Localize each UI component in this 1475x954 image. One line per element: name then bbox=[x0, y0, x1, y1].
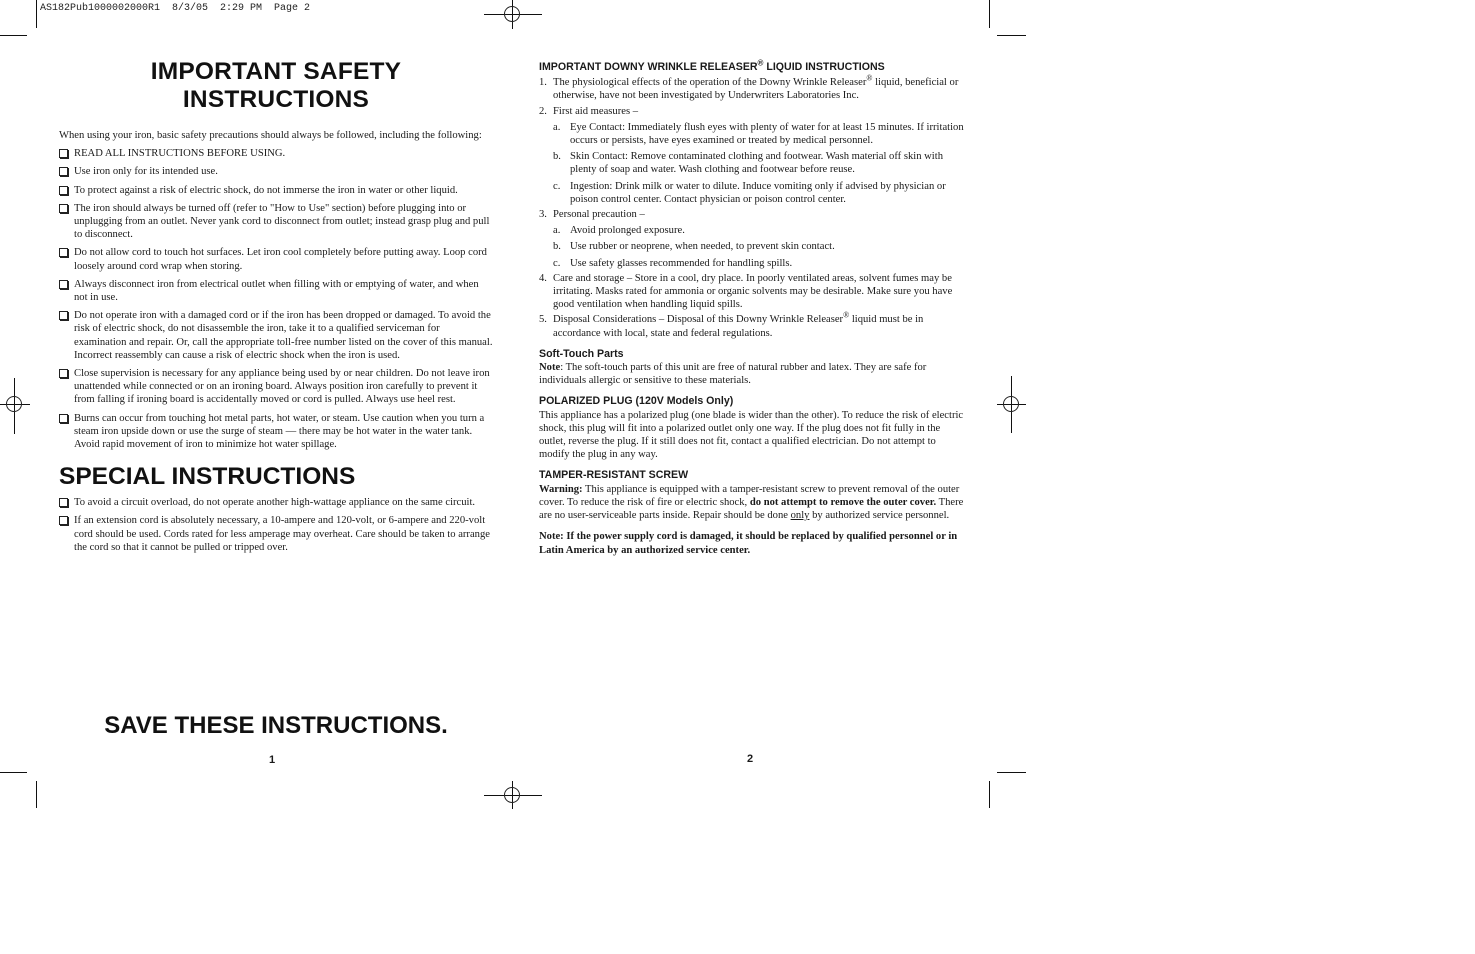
left-page bbox=[59, 58, 493, 554]
list-item: 1. The physiological effects of the operation of the Downy Wrinkle Releaser® liquid, beneficial or otherwise, have not been investigated by Underwriters Laboratories Inc. bbox=[539, 73, 959, 102]
print-slug-line: AS182Pub1000002000R1 8/3/05 2:29 PM Page 2 bbox=[40, 3, 311, 14]
list-item: b. Skin Contact: Remove contaminated clothing and footwear. Wash material off skin with plenty of soap and water. Wash clothing and footwear before reuse. bbox=[553, 151, 943, 176]
list-item: a. Eye Contact: Immediately flush eyes with plenty of water for at least 15 minutes. If irritation occurs or persists, have eyes examined or treated by medical personnel. bbox=[553, 121, 964, 147]
list-item: Burns can occur from touching hot metal parts, hot water, or steam. Use caution when you turn a steam iron upside down or use the surge of steam — there may be hot water in the water tank. Avoid rapid movement of iron to minimize hot water spillage. bbox=[59, 412, 493, 452]
personal-precaution-sublist bbox=[553, 224, 967, 270]
checkbox-bullet-icon bbox=[59, 248, 68, 257]
crop-mark bbox=[36, 0, 37, 28]
crop-mark bbox=[997, 35, 1026, 36]
tamper-screw-section bbox=[539, 469, 967, 522]
crop-mark bbox=[997, 772, 1026, 773]
list-item: To avoid a circuit overload, do not operate another high-wattage appliance on the same circuit. bbox=[59, 496, 493, 509]
crop-mark bbox=[989, 0, 990, 28]
checkbox-bullet-icon bbox=[59, 167, 68, 176]
downy-section-title: IMPORTANT DOWNY WRINKLE RELEASER® LIQUID INSTRUCTIONS bbox=[539, 58, 885, 73]
tamper-screw-title: TAMPER-RESISTANT SCREW bbox=[539, 469, 689, 482]
list-item: c. Ingestion: Drink milk or water to dilute. Induce vomiting only if advised by physician or poison control center. Contact physician or poison control center. bbox=[553, 180, 946, 205]
safety-list bbox=[59, 147, 493, 451]
polarized-plug-text: This appliance has a polarized plug (one blade is wider than the other). To reduce the risk of electric shock, this plug will fit into a polarized outlet only one way. If the plug does not fit fully in the outlet, reverse the plug. If it still does not fit, contact a qualified electrician. Do not attempt to modify the plug in any way. bbox=[539, 409, 964, 461]
checkbox-bullet-icon bbox=[59, 186, 68, 195]
registered-mark: ® bbox=[843, 310, 850, 320]
downy-instructions-list bbox=[539, 73, 967, 340]
checkbox-bullet-icon bbox=[59, 516, 68, 525]
special-list bbox=[59, 496, 493, 554]
checkbox-bullet-icon bbox=[59, 204, 68, 213]
checkbox-bullet-icon bbox=[59, 498, 68, 507]
crop-mark bbox=[0, 772, 27, 773]
registered-mark: ® bbox=[757, 58, 764, 68]
list-item: Use iron only for its intended use. bbox=[59, 165, 493, 178]
list-item: a. Avoid prolonged exposure. bbox=[553, 225, 685, 237]
list-item: b. Use rubber or neoprene, when needed, to prevent skin contact. bbox=[553, 241, 835, 253]
list-item: READ ALL INSTRUCTIONS BEFORE USING. bbox=[59, 147, 493, 160]
list-item: Close supervision is necessary for any appliance being used by or near children. Do not leave iron unattended while connected or on an ironing board. Always position iron carefully to prevent it from falling if ironing board is accidentally moved or cord is pulled. Always use heel rest. bbox=[59, 367, 493, 407]
page-number-left: 1 bbox=[269, 754, 276, 766]
special-instructions-title: SPECIAL INSTRUCTIONS bbox=[59, 463, 356, 491]
checkbox-bullet-icon bbox=[59, 311, 68, 320]
polarized-plug-title: POLARIZED PLUG (120V Models Only) bbox=[539, 395, 734, 408]
soft-touch-section bbox=[539, 348, 967, 388]
polarized-plug-section bbox=[539, 395, 967, 461]
first-aid-sublist bbox=[553, 121, 967, 206]
list-item: Always disconnect iron from electrical outlet when filling with or emptying of water, and when not in use. bbox=[59, 278, 493, 304]
soft-touch-title: Soft-Touch Parts bbox=[539, 347, 624, 360]
crop-mark bbox=[989, 781, 990, 808]
safety-intro: When using your iron, basic safety precautions should always be followed, including the following: bbox=[59, 130, 482, 141]
power-cord-note: Note: If the power supply cord is damaged, it should be replaced by qualified personnel or in Latin America by an authorized service center. bbox=[539, 531, 958, 556]
save-instructions-title: SAVE THESE INSTRUCTIONS. bbox=[104, 712, 448, 739]
page-number-right: 2 bbox=[747, 753, 754, 765]
crop-mark bbox=[0, 35, 27, 36]
list-item: c. Use safety glasses recommended for handling spills. bbox=[553, 257, 793, 269]
list-item: 4. Care and storage – Store in a cool, dry place. In poorly ventilated areas, solvent fumes may be irritating. Masks rated for ammonia or organic solvents may be desirable. Make sure you have good ventilation when handling liquid spills. bbox=[539, 272, 953, 311]
checkbox-bullet-icon bbox=[59, 280, 68, 289]
list-item: Do not allow cord to touch hot surfaces. Let iron cool completely before putting away. Loop cord loosely around cord wrap when storing. bbox=[59, 246, 493, 272]
list-item: 3. Personal precaution – a. Avoid prolonged exposure. b. Use rubber or neoprene, when needed, to prevent skin contact. c. Use safety glasses recommended for handling spills. bbox=[539, 208, 967, 270]
registered-mark: ® bbox=[866, 73, 873, 83]
list-item: 5. Disposal Considerations – Disposal of this Downy Wrinkle Releaser® liquid must be in accordance with local, state and federal regulations. bbox=[539, 310, 924, 339]
list-item: The iron should always be turned off (refer to "How to Use" section) before plugging into or unplugging from an outlet. Never yank cord to disconnect from outlet; instead grasp plug and pull to disconnect. bbox=[59, 202, 493, 242]
right-page bbox=[539, 58, 967, 557]
list-item: Do not operate iron with a damaged cord or if the iron has been dropped or damaged. To avoid the risk of electric shock, do not disassemble the iron, take it to a qualified serviceman for examination and repair. Or, call the appropriate toll-free number listed on the cover of this manual. Incorrect reassembly can cause a risk of electric shock when the iron is used. bbox=[59, 309, 493, 362]
list-item: To protect against a risk of electric shock, do not immerse the iron in water or other liquid. bbox=[59, 184, 493, 197]
checkbox-bullet-icon bbox=[59, 369, 68, 378]
soft-touch-text: Note: The soft-touch parts of this unit are free of natural rubber and latex. They are safe for individuals allergic or sensitive to these materials. bbox=[539, 362, 927, 387]
checkbox-bullet-icon bbox=[59, 414, 68, 423]
crop-mark bbox=[36, 781, 37, 808]
safety-title: IMPORTANT SAFETY INSTRUCTIONS bbox=[150, 58, 402, 113]
tamper-screw-text: Warning: This appliance is equipped with a tamper-resistant screw to prevent removal of the outer cover. To reduce the risk of fire or electric shock, do not attempt to remove the outer cover. There are no user-serviceable parts inside. Repair should be done only by authorized service personnel. bbox=[539, 483, 964, 522]
list-item: If an extension cord is absolutely necessary, a 10-ampere and 120-volt, or 6-ampere and 220-volt cord should be used. Cords rated for less amperage may overheat. Care should be taken to arrange the cord so that it cannot be pulled or tripped over. bbox=[59, 514, 493, 554]
checkbox-bullet-icon bbox=[59, 149, 68, 158]
list-item: 2. First aid measures – a. Eye Contact: Immediately flush eyes with plenty of water for at least 15 minutes. If irritation occurs or persists, have eyes examined or treated by medical personnel. b. Skin Contact: Remove contaminated clothing and footwear. Wash material off skin with plenty of soap and water. Wash clothing and footwear before reuse. c. Ingestion: Drink milk or water to dilute. Induce vomiting only if advised by physician or poison control center. Contact physician or poison control center. bbox=[539, 105, 967, 206]
